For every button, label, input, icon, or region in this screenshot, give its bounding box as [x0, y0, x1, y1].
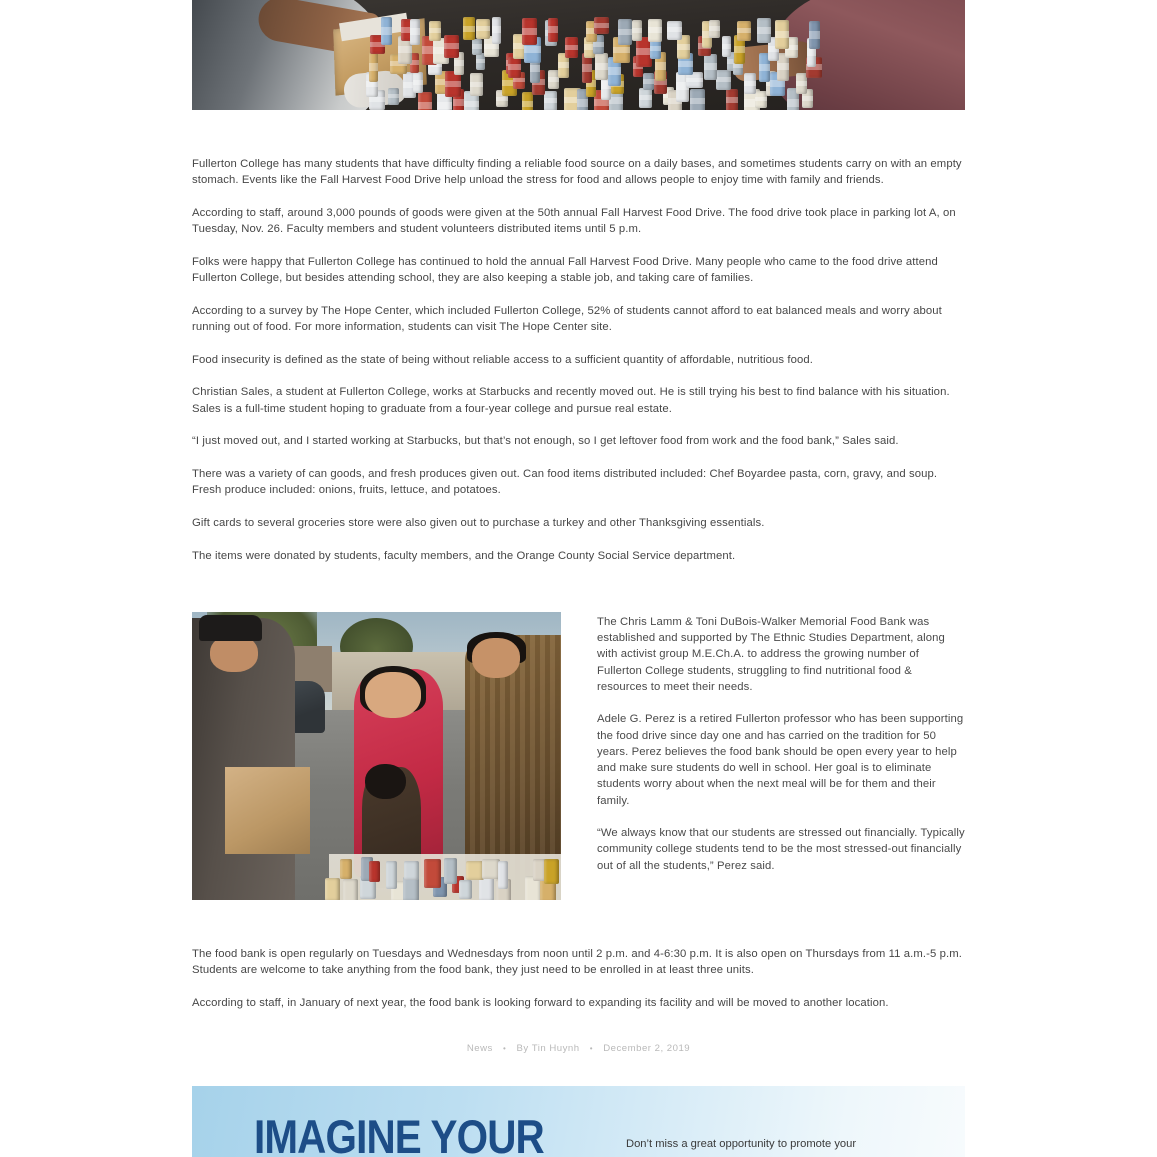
byline-separator-dot-icon: • [589, 1043, 594, 1053]
byline-author[interactable]: By Tin Huynh [516, 1042, 580, 1054]
byline-category[interactable]: News [466, 1042, 493, 1054]
photo-woman-face [365, 672, 420, 718]
side-paragraph: “We always know that our students are stressed out financially. Typically community college students tend to be the most stressed-out financially out of all the students,” Perez said. [597, 827, 965, 872]
hero-image [192, 0, 965, 110]
side-paragraph: The Chris Lamm & Toni DuBois-Walker Memorial Food Bank was established and supported by The Ethnic Studies Department, along with activist group M.E.Ch.A. to address the growing number of Fullerton College students, struggling to find nutritional food & resources to meet their needs. [597, 615, 945, 693]
article-paragraph: Christian Sales, a student at Fullerton College, works at Starbucks and recently moved out. He is still trying his best to find balance with his situation. Sales is a full-time student hoping to graduate from a four-year college and pursue real estate. [192, 386, 950, 415]
photo-man-plaid-face [472, 638, 520, 678]
hero-scene [192, 0, 965, 110]
byline [192, 1043, 965, 1054]
side-paragraph: Adele G. Perez is a retired Fullerton professor who has been supporting the food drive since day one and has carried on the tradition for 50 years. Perez believes the food bank should be open every year to help and make sure students do well in school. Her goal is to eliminate students worry about when the next meal will be for them and their family. [597, 713, 964, 807]
article-paragraph: The items were donated by students, faculty members, and the Orange County Social Service department. [192, 549, 736, 562]
article-body [192, 156, 965, 564]
photo-child-head [365, 764, 406, 799]
article-paragraph: Food insecurity is defined as the state of being without reliable access to a sufficient quantity of affordable, nutritious food. [192, 353, 813, 366]
article-paragraph: According to a survey by The Hope Center, which included Fullerton College, 52% of students cannot afford to eat balanced meals and worry about running out of food. For more information, students can visit The Hope Center site. [192, 304, 942, 333]
food-drive-photo [192, 612, 561, 900]
article-paragraph: Gift cards to several groceries store were also given out to purchase a turkey and other Thanksgiving essentials. [192, 516, 765, 529]
byline-date: December 2, 2019 [603, 1042, 691, 1054]
content-column [192, 0, 965, 1157]
photo-cans-row [329, 854, 561, 900]
article-paragraph: There was a variety of can goods, and fresh produces given out. Can food items distributed included: Chef Boyardee pasta, corn, gravy, and soup. Fresh produce included: onions, fruits, lettuce, and potatoes. [192, 467, 938, 497]
photo-volunteer-cap [199, 615, 262, 641]
article-paragraph: According to staff, around 3,000 pounds of goods were given at the 50th annual Fall Harvest Food Drive. The food drive took place in parking lot A, on Tuesday, Nov. 26. Faculty members and student volunteers distributed items until 5 p.m. [192, 206, 956, 236]
hero-can-field [370, 2, 815, 110]
byline-separator-dot-icon: • [503, 1043, 507, 1053]
article-closing [192, 946, 965, 1011]
photo-side-text [561, 612, 965, 874]
promo-headline: IMAGINE YOUR [254, 1109, 544, 1157]
promo-body-text: Don’t miss a great opportunity to promote your [626, 1137, 857, 1150]
photo-text-section [192, 612, 965, 900]
promo-banner[interactable] [192, 1086, 965, 1157]
closing-paragraph: According to staff, in January of next year, the food bank is looking forward to expanding its facility and will be moved to another location. [192, 996, 889, 1009]
article-paragraph: “I just moved out, and I started working at Starbucks, but that’s not enough, so I get leftover food from work and the food bank,” Sales said. [192, 435, 899, 448]
photo-food-box [225, 767, 310, 853]
closing-paragraph: The food bank is open regularly on Tuesdays and Wednesdays from noon until 2 p.m. and 4-6:30 p.m. It is also open on Thursdays from 11 a.m.-5 p.m. Students are welcome to take anything from the food bank, they just need to be enrolled in at least three units. [192, 947, 963, 976]
article-paragraph: Fullerton College has many students that have difficulty finding a reliable food source on a daily bases, and sometimes students carry on with an empty stomach. Events like the Fall Harvest Food Drive help unload the stress for food and allows people to enjoy time with family and friends. [192, 158, 962, 187]
article-paragraph: Folks were happy that Fullerton College has continued to hold the annual Fall Harvest Food Drive. Many people who came to the food drive attend Fullerton College, but besides attending school, they are also keeping a stable job, and taking care of families. [192, 255, 938, 285]
